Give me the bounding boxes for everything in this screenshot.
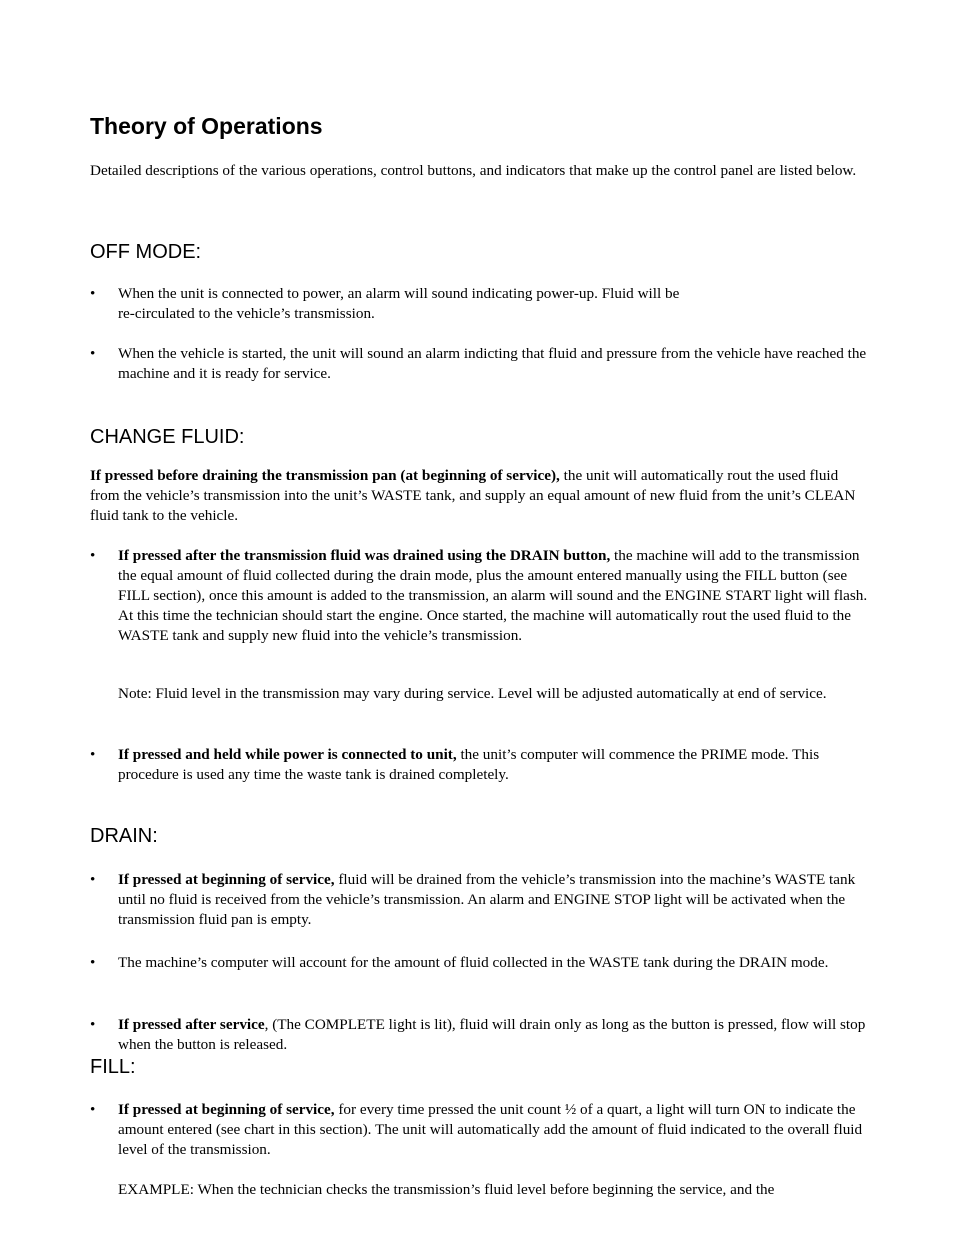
change-fluid-bullet-1-text: the machine will add to the transmission the equal amount of fluid collected during the drain mode, plus the amount entered manually using the FILL button (see FILL section), once this amount is added to the transmission, an alarm will sound and the ENGINE START light will flash. At this time the technician should start the engine. Once started, the machine will automatically rout the used fluid to the WASTE tank and supply new fluid into the vehicle’s transmission. [118, 547, 868, 644]
drain-heading: DRAIN: [90, 825, 158, 847]
drain-bullet-1-lead: If pressed at beginning of service, [118, 871, 335, 888]
off-mode-bullet-2-text: When the vehicle is started, the unit will sound an alarm indicting that fluid and pressure from the vehicle have reached the machine and it is ready for service. [118, 345, 867, 382]
fill-bullet-1-lead: If pressed at beginning of service, [118, 1101, 335, 1118]
change-fluid-note: Note: Fluid level in the transmission may vary during service. Level will be adjusted automatically at end of service. [118, 685, 827, 702]
fill-heading: FILL: [90, 1056, 136, 1078]
change-fluid-bullet-2-text: the unit’s computer will commence the PRIME mode. This procedure is used any time the waste tank is drained completely. [118, 746, 820, 783]
change-fluid-bullet-1-lead: If pressed after the transmission fluid was drained using the DRAIN button, [118, 547, 611, 564]
drain-bullet-2-text: The machine’s computer will account for the amount of fluid collected in the WASTE tank during the DRAIN mode. [118, 954, 829, 971]
off-mode-bullet-1-line-2: re-circulated to the vehicle’s transmission. [118, 305, 375, 322]
intro-paragraph: Detailed descriptions of the various operations, control buttons, and indicators that make up the control panel are listed below. [90, 162, 857, 179]
drain-bullet-1-text: fluid will be drained from the vehicle’s transmission into the machine’s WASTE tank until no fluid is received from the vehicle’s transmission. An alarm and ENGINE STOP light will be activated when the transmission fluid pan is empty. [118, 871, 856, 928]
bullet-icon: • [90, 871, 96, 888]
change-fluid-paragraph-lead: If pressed before draining the transmission pan (at beginning of service), [90, 467, 560, 484]
bullet-icon: • [90, 547, 96, 564]
fill-bullet-1-text: for every time pressed the unit count ½ of a quart, a light will turn ON to indicate the amount entered (see chart in this section). The unit will automatically add the amount of fluid indicated to the overall fluid level of the transmission. [118, 1101, 863, 1158]
bullet-icon: • [90, 1101, 96, 1118]
change-fluid-paragraph [90, 466, 870, 526]
change-fluid-heading: CHANGE FLUID: [90, 426, 245, 448]
drain-bullet-3-lead: If pressed after service [118, 1016, 265, 1033]
bullet-icon: • [90, 1016, 96, 1033]
bullet-icon: • [90, 954, 96, 971]
bullet-icon: • [90, 746, 96, 763]
off-mode-bullet-1-line-1: When the unit is connected to power, an alarm will sound indicating power-up. Fluid will be [118, 285, 680, 302]
fill-example: EXAMPLE: When the technician checks the transmission’s fluid level before beginning the service, and the [118, 1181, 775, 1198]
page-title: Theory of Operations [90, 113, 323, 139]
change-fluid-bullet-2-lead: If pressed and held while power is connected to unit, [118, 746, 457, 763]
bullet-icon: • [90, 285, 96, 302]
bullet-icon: • [90, 345, 96, 362]
drain-bullet-3-text: , (The COMPLETE light is lit), fluid will drain only as long as the button is pressed, flow will stop when the button is released. [118, 1016, 866, 1053]
off-mode-heading: OFF MODE: [90, 241, 202, 263]
change-fluid-paragraph-text: the unit will automatically rout the used fluid from the vehicle’s transmission into the unit’s WASTE tank, and supply an equal amount of new fluid from the unit’s CLEAN fluid tank to the vehicle. [90, 467, 856, 524]
